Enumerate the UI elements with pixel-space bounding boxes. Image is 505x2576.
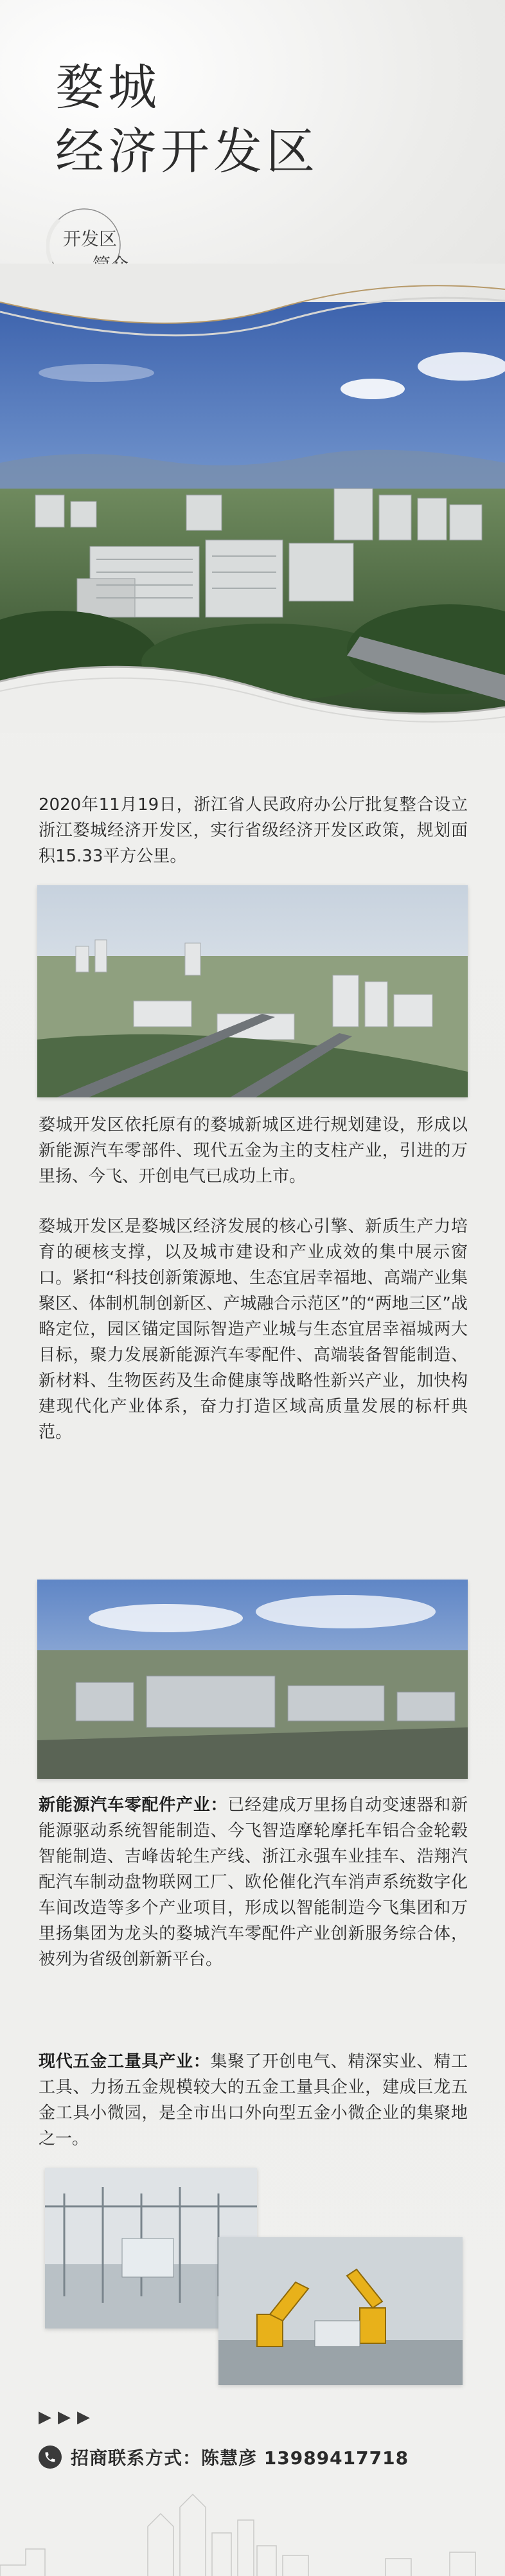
intro-paragraph: 2020年11月19日，浙江省人民政府办公厅批复整合设立浙江婺城经济开发区，实行省级经济开发区政策，规划面积15.33平方公里。 xyxy=(39,795,468,866)
auto-parts-label: 新能源汽车零配件产业： xyxy=(39,1796,228,1815)
aerial-park-photo xyxy=(37,885,468,1097)
robot-arm-photo xyxy=(218,2237,463,2385)
core-paragraph: 婺城开发区是婺城区经济发展的核心引擎、新质生产力培育的硬核支撑，以及城市建设和产业成效的集中展示窗口。紧扣“科技创新策源地、生态宜居幸福地、高端产业集聚区、体制机制创新区、产城融合示范区”的“两地三区”战略定位，园区锚定国际智造产业城与生态宜居幸福城两大目标，聚力发展新能源汽车零配件、高端装备智能制造、新材料、生物医药及生命健康等战略性新兴产业，加快构建现代化产业体系，奋力打造区域高质量发展的标杆典范。 xyxy=(39,1217,468,1442)
hero-wave-decoration xyxy=(0,656,505,733)
hardware-text: 集聚了开创电气、精深实业、精工工具、力扬五金规模较大的五金工量具企业，建成巨龙五金工具小微园，是全市出口外向型五金小微企业的集聚地之一。 xyxy=(39,2052,468,2148)
contact-text: 招商联系方式：陈慧彦 13989417718 xyxy=(71,2447,409,2469)
auto-parts-text: 已经建成万里扬自动变速器和新能源驱动系统智能制造、今飞智造摩轮摩托车铝合金轮毂智能制造、吉峰齿轮生产线、浙江永强车业挂车、浩翔汽配汽车制动盘物联网工厂、欧伦催化汽车消声系统数字化车间改造等多个产业项目，形成以智能制造今飞集团和万里扬集团为龙头的婺城汽车零配件产业创新服务综合体，被列为省级创新新平台。 xyxy=(39,1796,468,1969)
badge-line-1: 开发区 xyxy=(63,228,118,249)
arrow-right-icon: ▶▶▶ xyxy=(39,2408,96,2427)
auto-parts-paragraph xyxy=(39,1792,468,1972)
page-title xyxy=(55,55,319,184)
phone-icon xyxy=(39,2445,62,2469)
city-skyline-decoration xyxy=(0,2488,505,2576)
hardware-paragraph xyxy=(39,2049,468,2152)
title-line-2: 经济开发区 xyxy=(55,123,319,180)
title-line-1: 婺城 xyxy=(55,59,161,116)
hardware-label: 现代五金工量具产业： xyxy=(39,2052,211,2071)
header-wave-decoration xyxy=(0,264,505,373)
contact-row xyxy=(39,2443,409,2471)
planning-paragraph: 婺城开发区依托原有的婺城新城区进行规划建设，形成以新能源汽车零部件、现代五金为主的支柱产业，引进的万里扬、今飞、开创电气已成功上市。 xyxy=(39,1115,468,1186)
industrial-park-photo xyxy=(37,1580,468,1779)
